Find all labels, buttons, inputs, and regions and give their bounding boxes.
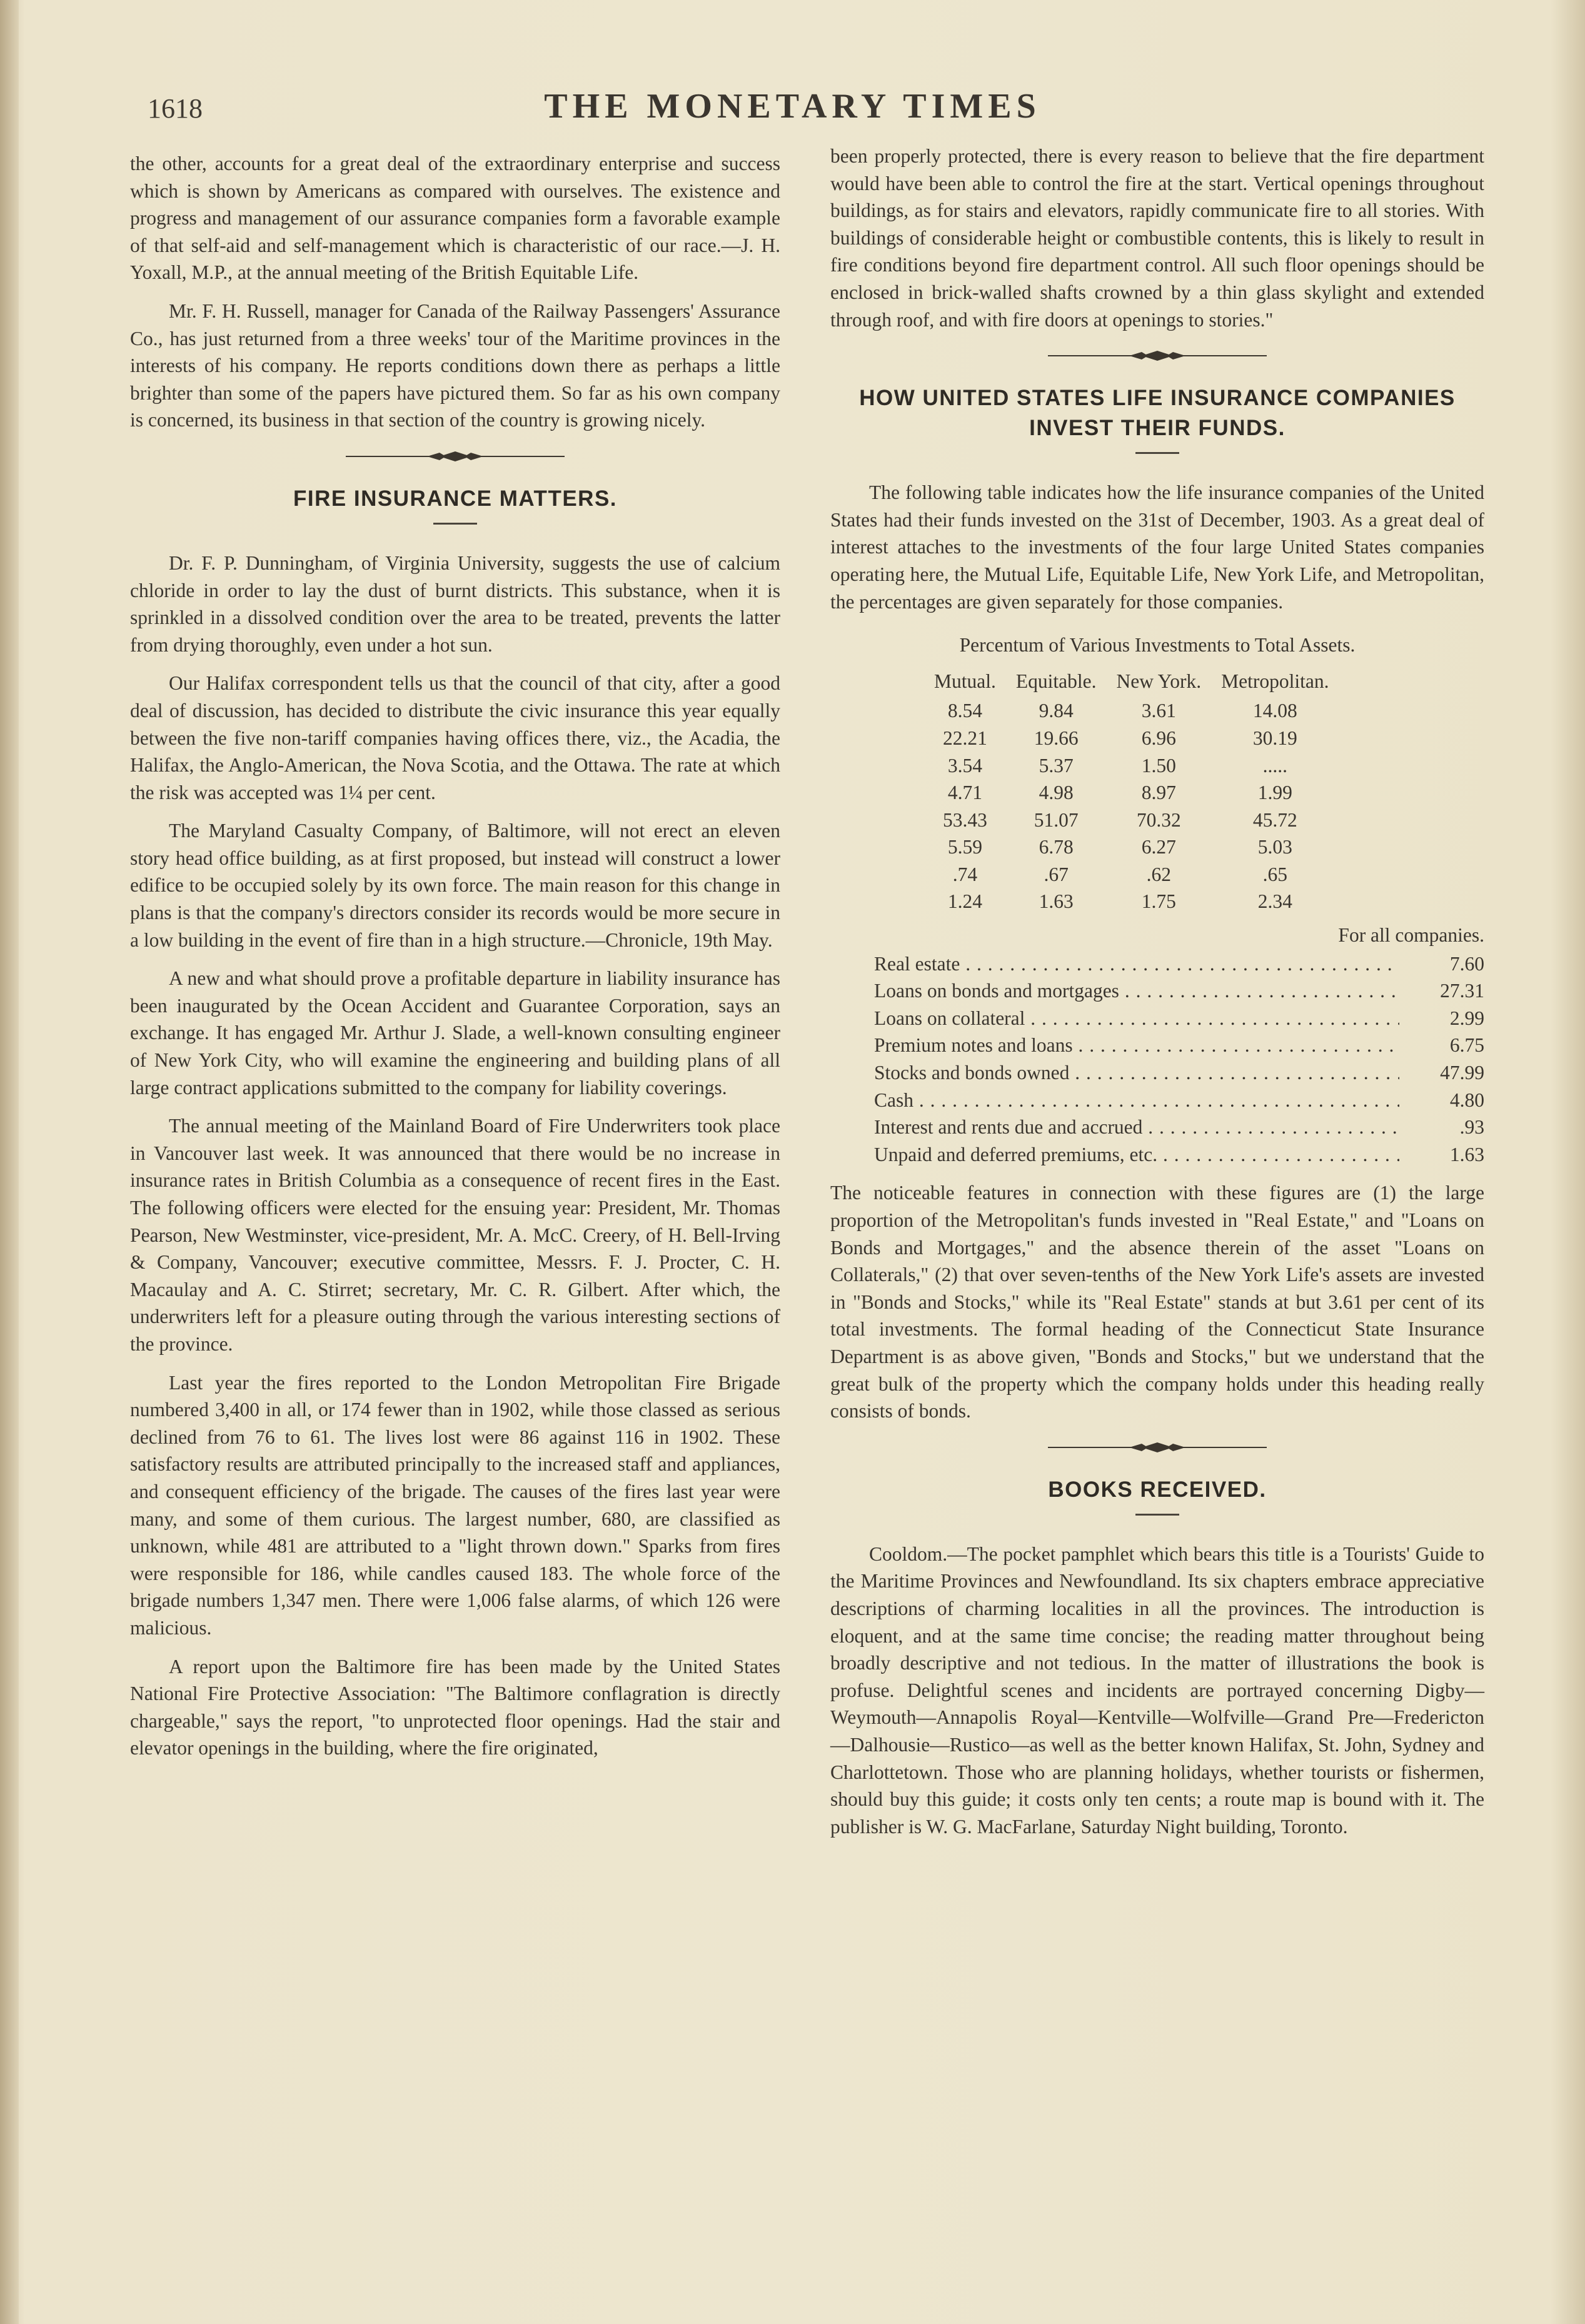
table-cell: .62 [1146, 863, 1171, 885]
paragraph: Dr. F. P. Dunningham, of Virginia University, suggests the use of calcium chloride in order to lay the dust of burnt districts. This substance, when it is sprinkled in a dissolved condition over the area to be treated, prevents the latter from drying thoroughly, even under a hot sun. [130, 551, 780, 656]
section-heading: FIRE INSURANCE MATTERS. [293, 486, 618, 511]
table-cell: .74 [952, 863, 978, 885]
table-cell: 1.63 [1039, 890, 1074, 913]
item-label: Loans on collateral . . . [874, 1005, 1399, 1032]
table-cell: 8.97 [1141, 782, 1176, 804]
paragraph: A new and what should prove a profitable departure in liability insurance has been inaugurated by the Ocean Accident and Guarantee Corporation, says an exchange. It has engaged Mr. Arthur J. Slade, a well-known consulting engineer of New York City, who will examine the engineering and building plans of all large contract applications submitted to the company for liability coverings. [130, 967, 780, 1099]
table-title: Percentum of Various Investments to Total Assets. [959, 634, 1356, 656]
percentum-table [924, 668, 1339, 915]
table-cell: 4.71 [947, 782, 982, 804]
table-cell: 6.27 [1141, 836, 1176, 858]
table-cell: 70.32 [1136, 808, 1181, 831]
item-value: 1.63 [1449, 1143, 1484, 1165]
item-value: 4.80 [1449, 1089, 1484, 1111]
right-column [830, 143, 1484, 1851]
list-item [874, 950, 1484, 978]
ornament-divider-icon [830, 350, 1484, 362]
paragraph: The annual meeting of the Mainland Board of Fire Underwriters took place in Vancouver last week. It was announced that there would be no increase in insurance rates in British Columbia as a consequence of recent fires in the East. The following officers were elected for the ensuing year: President, Mr. Thomas Pearson, New Westminster, vice-president, Mr. A. McC. Creery, of H. Bell-Irving & Company, Vancouver; executive committee, Messrs. F. J. Procter, C. H. Macaulay and A. C. Stirret; secretary, Mr. C. R. Gilbert. After which, the underwriters left for a pleasure outing through the various interesting sections of the province. [130, 1115, 780, 1355]
item-label: Premium notes and loans . . . [874, 1032, 1399, 1059]
section-heading: BOOKS RECEIVED. [1048, 1477, 1267, 1502]
column-header: New York. [1116, 670, 1202, 692]
page-binding [0, 0, 19, 2324]
table-cell: 9.84 [1039, 700, 1074, 722]
paragraph: The noticeable features in connection with these figures are (1) the large proportion of the Metropolitan's funds invested in "Real Estate," and "Loans on Bonds and Mortgages," and the absence therein of the asset "Loans on Collaterals," (2) that over seven-tenths of the New York Life's assets are invested in "Bonds and Stocks," while its "Real Estate" stands at but 3.61 per cent of its total investments. The formal heading of the Connecticut State Insurance Department is as above given, "Bonds and Stocks," but we understand that the great bulk of the property which the company holds under this heading really consists of bonds. [830, 1182, 1484, 1422]
paragraph: A report upon the Baltimore fire has been made by the United States National Fire Protective Association: "The Baltimore conflagration is directly chargeable," says the report, "to unprotected floor openings. Had the stair and elevator openings in the building, where the fire originated, [130, 1655, 780, 1759]
paragraph: Cooldom.—The pocket pamphlet which bears this title is a Tourists' Guide to the Maritime Provinces and Newfoundland. Its six chapters embrace appreciative descriptions of charming localities in all the provinces. The introduction is eloquent, and at the same time concise; the reading matter throughout being broadly descriptive and not tedious. In the matter of illustrations the book is profuse. Delightful scenes and incidents are portrayed concerning Digby—Weymouth—Annapolis Royal—Kentville—Wolfville—Grand Pre—Fredericton—Dalhousie—Rustico—as well as the better known Halifax, St. John, Sydney and Charlottetown. Those who are planning holidays, whether tourists or fishermen, should buy this guide; it costs only ten cents; a route map is bound with it. The publisher is W. G. MacFarlane, Saturday Night building, Toronto. [830, 1542, 1484, 1838]
item-label: Real estate . . . [874, 950, 1399, 978]
paragraph: Last year the fires reported to the London Metropolitan Fire Brigade numbered 3,400 in all, or 174 fewer than in 1902, while those classed as serious declined from 76 to 61. The lives lost were 86 against 116 in 1902. These satisfactory results are attributed principally to the increased staff and appliances, and consequent efficiency of the brigade. The causes of the fires last year were many, and some of them curious. The largest number, 680, are classified as unknown, while 481 are attributed to a "light thrown down." Sparks from fires were responsible for 186, while candles caused 183. The whole force of the brigade numbers 1,347 men. There were 1,006 false alarms, of which 126 were malicious. [130, 1371, 780, 1639]
item-label: Stocks and bonds owned . . . [874, 1059, 1399, 1087]
list-item [874, 1114, 1484, 1141]
table-cell: 1.99 [1257, 782, 1292, 804]
table-cell: .65 [1262, 863, 1287, 885]
paragraph: The Maryland Casualty Company, of Baltimore, will not erect an eleven story head office building, as at first proposed, but instead will construct a lower edifice to be occupied solely by its own force. The main reason for this change in plans is that the company's directors consider its records would be more secure in a low building in the event of fire than in a high structure.—Chronicle, 19th May. [130, 820, 780, 951]
table-cell: 30.19 [1252, 727, 1297, 749]
table-cell: ..... [1262, 754, 1287, 777]
table-cell: 1.24 [947, 890, 982, 913]
table-row [924, 697, 1339, 725]
table-cell: 22.21 [943, 727, 987, 749]
column-header: Mutual. [934, 670, 996, 692]
item-value: 27.31 [1440, 980, 1484, 1002]
item-value: 47.99 [1440, 1062, 1484, 1084]
table-cell: 4.98 [1039, 782, 1074, 804]
table-cell: 2.34 [1257, 890, 1292, 913]
item-value: 6.75 [1449, 1034, 1484, 1057]
list-item [874, 977, 1484, 1005]
table-cell: 53.43 [943, 808, 987, 831]
list-item [874, 1059, 1484, 1087]
heading-rule [433, 523, 477, 525]
table-cell: 5.59 [947, 836, 982, 858]
table-row [924, 861, 1339, 888]
paragraph: Mr. F. H. Russell, manager for Canada of the Railway Passengers' Assurance Co., has just returned from a three weeks' tour of the Maritime provinces in the interests of his company. He reports conditions down there as perhaps a little brighter than some of the papers have pictured them. So far as his own company is concerned, its business in that section of the country is growing nicely. [130, 299, 780, 431]
column-header: Equitable. [1015, 670, 1097, 692]
table-cell: 6.96 [1141, 727, 1176, 749]
heading-rule [1135, 1514, 1179, 1516]
table-row [924, 833, 1339, 861]
table-cell: 3.61 [1141, 700, 1176, 722]
table-cell: 1.75 [1141, 890, 1176, 913]
table-cell: 51.07 [1034, 808, 1079, 831]
ornament-divider-icon [830, 1441, 1484, 1454]
paragraph: The following table indicates how the life insurance companies of the United States had their funds invested on the 31st of December, 1903. As a great deal of interest attaches to the investments of the four large United States companies operating here, the Mutual Life, Equitable Life, New York Life, and Metropolitan, the percentages are given separately for those companies. [830, 481, 1484, 613]
all-companies-list [830, 950, 1484, 1169]
list-item [874, 1087, 1484, 1114]
paragraph: Our Halifax correspondent tells us that the council of that city, after a good deal of discussion, has decided to distribute the civic insurance this year equally between the five non-tariff companies having offices there, viz., the Acadia, the Halifax, the Anglo-American, the Nova Scotia, and the Ottawa. The rate at which the risk was accepted was 1¼ per cent. [130, 672, 780, 803]
page-header [0, 80, 1585, 130]
list-item [874, 1141, 1484, 1169]
table-row [924, 725, 1339, 752]
table-cell: 19.66 [1034, 727, 1079, 749]
paragraph: the other, accounts for a great deal of the extraordinary enterprise and success which is shown by Americans as compared with ourselves. The existence and progress and management of our assurance companies form a favorable example of that self-aid and self-management which is characteristic of our race.—J. H. Yoxall, M.P., at the annual meeting of the British Equitable Life. [130, 153, 780, 284]
item-value: 7.60 [1449, 952, 1484, 975]
masthead-title: THE MONETARY TIMES [544, 87, 1041, 126]
table-cell: 5.37 [1039, 754, 1074, 777]
heading-rule [1135, 452, 1179, 454]
table-cell: 45.72 [1252, 808, 1297, 831]
table-cell: 3.54 [947, 754, 982, 777]
table-row [924, 779, 1339, 807]
list-item [874, 1032, 1484, 1059]
table-cell: 14.08 [1252, 700, 1297, 722]
item-label: Unpaid and deferred premiums, etc. . . . [874, 1141, 1399, 1169]
ornament-divider-icon [130, 450, 780, 463]
table-cell: 6.78 [1039, 836, 1074, 858]
table-row [924, 807, 1339, 834]
table-cell: .67 [1044, 863, 1069, 885]
table-cell: 5.03 [1257, 836, 1292, 858]
column-header: Metropolitan. [1221, 670, 1329, 692]
item-value: 2.99 [1449, 1007, 1484, 1029]
table-cell: 1.50 [1141, 754, 1176, 777]
section-heading: HOW UNITED STATES LIFE INSURANCE COMPANIES INVEST THEIR FUNDS. [859, 386, 1456, 441]
list-item [874, 1005, 1484, 1032]
item-label: Loans on bonds and mortgages . . . [874, 977, 1399, 1005]
item-label: Interest and rents due and accrued . . . [874, 1114, 1399, 1141]
item-value: .93 [1459, 1116, 1484, 1139]
left-column [130, 150, 780, 1773]
paragraph: been properly protected, there is every reason to believe that the fire department would have been able to control the fire at the start. Vertical openings throughout buildings, as for stairs and elevators, rapidly communicate fire to all stories. With buildings of considerable height or combustible contents, this is likely to result in fire conditions beyond fire department control. All such floor openings should be enclosed in brick-walled shafts crowned by a thin glass skylight and extended through roof, and with fire doors at openings to stories." [830, 145, 1484, 331]
item-label: Cash . . . [874, 1087, 1399, 1114]
all-companies-label: For all companies. [1338, 924, 1484, 947]
table-cell: 8.54 [947, 700, 982, 722]
table-row [924, 752, 1339, 780]
page-number: 1618 [148, 93, 203, 124]
table-header-row [924, 668, 1339, 698]
table-row [924, 888, 1339, 915]
